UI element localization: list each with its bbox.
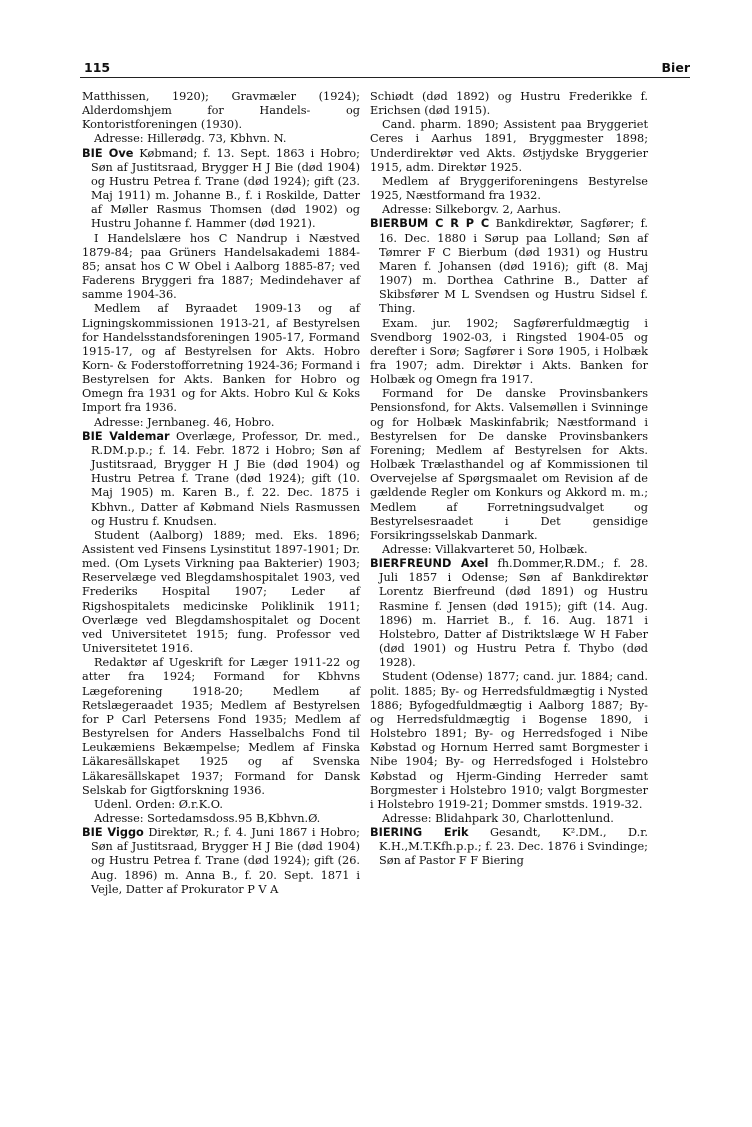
address-line: Adresse: Blidahpark 30, Charlottenlund. (382, 811, 614, 825)
entry-name: BIERBUM C R P C (370, 217, 490, 231)
paragraph: Student (Aalborg) 1889; med. Eks. 1896; Assistent ved Finsens Lysinstitut 1897-1901; Dr. med. (Om Lysets Virkning paa Bakterier) 1903; Reservelæge ved Blegdamshospitalet 1903, ved Frederiks Hospital 1907; Leder af Rigshospitalets medicinske Poliklinik 1911; Overlæge ved Blegdamshospitalet og Docent ved Universitetet 1915; fung. Professor ved Universitetet 1916. (82, 528, 360, 656)
address-line: Udenl. Orden: Ø.r.K.O. (94, 797, 223, 811)
header-rule (80, 77, 690, 78)
paragraph: Exam. jur. 1902; Sagførerfuldmægtig i Svendborg 1902-03, i Ringsted 1904-05 og derefter i Sorø; Sagfører i Sorø 1905, i Holbæk fra 1907; adm. Direktør i Akts. Banken for Holbæk og Omegn fra 1917. (370, 316, 648, 387)
entry-text: fh.Dommer,R.DM.; f. 28. Juli 1857 i Odense; Søn af Bankdirektør Lorentz Bierfreund (død 1891) og Hustru Rasmine f. Jensen (død 1915); gift (14. Aug. 1896) m. Harriet B., f. 16. Aug. 1871 i Holstebro, Datter af Distriktslæge W H Faber (død 1901) og Hustru Petra f. Thybo (død 1928). (379, 557, 648, 670)
biography-entry (370, 557, 648, 670)
entry-text: Direktør, R.; f. 4. Juni 1867 i Hobro; Søn af Justitsraad, Brygger H J Bie (død 1904) og Hustru Petrea f. Trane (død 1924); gift (26. Aug. 1896) m. Anna B., f. 20. Sept. 1871 i Vejle, Datter af Prokurator P V A (91, 826, 360, 896)
paragraph: I Handelslære hos C Nandrup i Næstved 1879-84; paa Grüners Handelsakademi 1884-85; ansat hos C W Obel i Aalborg 1885-87; ved Faderens Bryggeri fra 1887; Medindehaver af samme 1904-36. (82, 231, 360, 302)
paragraph: Schiødt (død 1892) og Hustru Frederikke f. Erichsen (død 1915). (370, 90, 648, 118)
biography-entry (370, 826, 648, 868)
address-line: Adresse: Hillerødg. 73, Kbhvn. N. (94, 132, 287, 146)
entry-name: BIE Ove (82, 146, 134, 160)
entry-name: BIE Valdemar (82, 429, 170, 443)
right-column (370, 90, 648, 869)
address-line: Adresse: Sortedamsdoss.95 B,Kbhvn.Ø. (94, 811, 321, 825)
paragraph: Cand. pharm. 1890; Assistent paa Bryggeriet Ceres i Aarhus 1891, Bryggmester 1898; Underdirektør ved Akts. Østjydske Bryggerier 1915, adm. Direktør 1925. (370, 118, 648, 174)
address-line: Adresse: Jernbaneg. 46, Hobro. (94, 415, 275, 429)
biography-entry (82, 147, 360, 232)
paragraph: Matthissen, 1920); Gravmæler (1924); Alderdomshjem for Handels- og Kontoristforeningen (1930). (82, 90, 360, 132)
entry-name: BIERFREUND Axel (370, 557, 489, 571)
entry-text: Overlæge, Professor, Dr. med., R.DM.p.p.; f. 14. Febr. 1872 i Hobro; Søn af Justitsraad, Brygger H J Bie (død 1904) og Hustru Petrea f. Trane (død 1924); gift (10. Maj 1905) m. Karen B., f. 22. Dec. 1875 i Kbhvn., Datter af Købmand Niels Rasmussen og Hustru f. Knudsen. (91, 429, 360, 528)
biography-entry (82, 430, 360, 529)
left-column (82, 90, 360, 897)
address-line: Adresse: Villakvarteret 50, Holbæk. (382, 543, 588, 556)
entry-text: Bankdirektør, Sagfører; f. 16. Dec. 1880 i Sørup paa Lolland; Søn af Tømrer F C Bierbum (død 1931) og Hustru Maren f. Johansen (død 1916); gift (8. Maj 1907) m. Dorthea Cathrine B., Datter af Skibsfører M L Svendsen og Hustru Sidsel f. Thing. (379, 217, 649, 316)
entry-text: Købmand; f. 13. Sept. 1863 i Hobro; Søn af Justitsraad, Brygger H J Bie (død 1904) og Hustru Petrea f. Trane (død 1924); gift (23. Maj 1911) m. Johanne B., f. i Roskilde, Datter af Møller Rasmus Thomsen (død 1902) og Hustru Johanne f. Hammer (død 1921). (91, 146, 360, 231)
entry-name: BIE Viggo (82, 826, 144, 840)
paragraph: Medlem af Byraadet 1909-13 og af Ligningskommissionen 1913-21, af Bestyrelsen for Handelsstandsforeningen 1905-17, Formand 1915-17, og af Bestyrelsen for Akts. Hobro Korn- & Foderstofforretning 1924-36; Formand i Bestyrelsen for Akts. Banken for Hobro og Omegn fra 1931 og for Akts. Hobro Kul & Koks Import fra 1936. (82, 302, 360, 415)
biography-entry (370, 217, 648, 316)
paragraph: Student (Odense) 1877; cand. jur. 1884; cand. polit. 1885; By- og Herredsfuldmægtig i Nysted 1886; Byfogedfuldmægtig i Aalborg 1887; By- og Herredsfuldmægtig i Bogense 1890, i Holstebro 1891; By- og Herredsfoged i Nibe Købstad og Hornum Herred samt Borgmester i Nibe 1904; By- og Herredsfoged i Holstebro Købstad og Hjerm-Ginding Herreder samt Borgmester i Holstebro 1910; valgt Borgmester i Holstebro 1919-21; Dommer smstds. 1919-32. (370, 670, 648, 811)
address-line: Adresse: Silkeborgv. 2, Aarhus. (382, 203, 562, 217)
paragraph: Formand for De danske Provinsbankers Pensionsfond, for Akts. Valsemøllen i Svinninge og for Holbæk Maskinfabrik; Næstformand i Bestyrelsen for De danske Provinsbankers Forening; Medlem af Bestyrelsen for Akts. Holbæk Trælasthandel og af Kommissionen til Overvejelse af Spørgsmaalet om Revision af de gældende Regler om Konkurs og Akkord m. m.; Medlem af Forretningsudvalget og Bestyrelsesraadet i Det gensidige Forsikringsselskab Danmark. (370, 387, 648, 542)
page-number: 115 (84, 60, 111, 75)
paragraph: Medlem af Bryggeriforeningens Bestyrelse 1925, Næstformand fra 1932. (370, 174, 648, 203)
entry-name: BIERING Erik (370, 826, 469, 840)
entry-text: Gesandt, K².DM., D.r. K.H.,M.T.Kfh.p.p.; f. 23. Dec. 1876 i Svindinge; Søn af Pastor F F Biering (379, 826, 648, 868)
catchword: Bier (661, 60, 690, 75)
biography-entry (82, 826, 360, 897)
paragraph: Redaktør af Ugeskrift for Læger 1911-22 og atter fra 1924; Formand for Kbhvns Lægeforening 1918-20; Medlem af Retslægeraadet 1935; Medlem af Bestyrelsen for P Carl Petersens Fond 1935; Medlem af Bestyrelsen for Anders Hasselbalchs Fond til Leukæmiens Bekæmpelse; Medlem af Finska Läkaresällskapet 1925 og af Svenska Läkaresällskapet 1937; Formand for Dansk Selskab for Gigtforskning 1936. (82, 656, 360, 797)
